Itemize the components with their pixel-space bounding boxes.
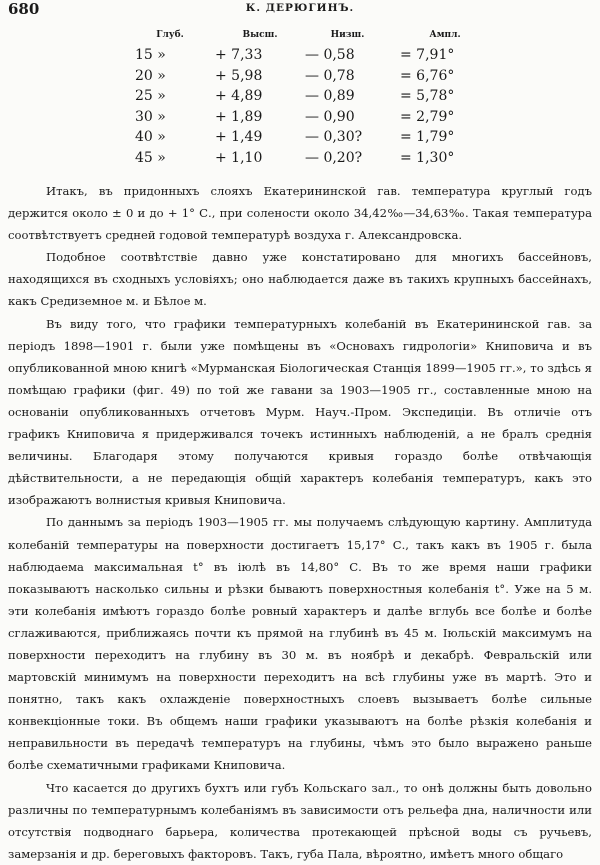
cell-amplitude: = 7,91° <box>400 47 455 64</box>
cell-min: — 0,20? <box>305 149 363 166</box>
body-text <box>8 180 592 865</box>
cell-max: + 1,49 <box>215 129 263 146</box>
paragraph: Итакъ, въ придонныхъ слояхъ Екатерининской гав. температура круглый годъ держится около ± 0 и до + 1° С., при солености около 34,42‰—34,63‰. Такая температура соотвѣтствуетъ средней годовой температурѣ воздуха г. Александровска. <box>8 184 592 243</box>
column-header-depth: Глуб. <box>156 29 184 40</box>
cell-amplitude: = 5,78° <box>400 88 455 105</box>
column-header-min: Низш. <box>330 29 365 40</box>
cell-depth: 15 » <box>135 47 166 64</box>
cell-min: — 0,78 <box>305 67 355 84</box>
table-row <box>135 148 490 169</box>
paragraph: Что касается до другихъ бухтъ или губъ Кольскаго зал., то онѣ должны быть довольно различны по температурнымъ колебаніямъ въ зависимости отъ рельефа дна, наличности или отсутствія подводнаго барьера, количества протекающей прѣсной воды съ ручьевъ, замерзанія и др. береговыхъ факторовъ. Такъ, губа Пала, вѣроятно, имѣетъ много общаго <box>8 780 592 861</box>
table-header-row <box>135 27 490 45</box>
table-row <box>135 45 490 66</box>
cell-amplitude: = 1,30° <box>400 149 455 166</box>
temperature-table <box>135 27 490 168</box>
table-row <box>135 127 490 148</box>
cell-max: + 1,89 <box>215 108 263 125</box>
table-row <box>135 107 490 128</box>
table-row <box>135 66 490 87</box>
cell-depth: 20 » <box>135 67 166 84</box>
cell-depth: 25 » <box>135 88 166 105</box>
table-row <box>135 86 490 107</box>
cell-min: — 0,30? <box>305 129 363 146</box>
page-number: 680 <box>8 0 40 18</box>
cell-max: + 4,89 <box>215 88 263 105</box>
cell-max: + 1,10 <box>215 149 263 166</box>
cell-max: + 7,33 <box>215 47 263 64</box>
cell-min: — 0,58 <box>305 47 355 64</box>
cell-amplitude: = 6,76° <box>400 67 455 84</box>
cell-max: + 5,98 <box>215 67 263 84</box>
cell-depth: 30 » <box>135 108 166 125</box>
cell-amplitude: = 2,79° <box>400 108 455 125</box>
paragraph: Подобное соотвѣтствіе давно уже констатировано для многихъ бассейновъ, находящихся въ сходныхъ условіяхъ; оно наблюдается даже въ такихъ крупныхъ бассейнахъ, какъ Средиземное м. и Бѣлое м. <box>8 250 592 309</box>
cell-min: — 0,89 <box>305 88 355 105</box>
paragraph: Въ виду того, что графики температурныхъ колебаній въ Екатерининской гав. за періодъ 1898—1901 г. были уже помѣщены въ «Основахъ гидрологіи» Книповича и въ опубликованной мною книгѣ «Мурманская Біологическая Станція 1899—1905 гг.», то здѣсь я помѣщаю графики (фиг. 49) по той же гавани за 1903—1905 гг., составленные мною на основаніи опубликованныхъ отчетовъ Мурм. Науч.-Пром. Экспедиціи. Въ отличіе отъ графикъ Книповича я придерживался точекъ истинныхъ наблюденій, а не бралъ среднія величины. Благодаря этому получаются кривыя гораздо болѣе отвѣчающія дѣйствительности, а не передающія общій характеръ колебанія температуръ, какъ это изображаютъ волнистыя кривыя Книповича. <box>8 316 592 508</box>
cell-min: — 0,90 <box>305 108 355 125</box>
paragraph: По даннымъ за періодъ 1903—1905 гг. мы получаемъ слѣдующую картину. Амплитуда колебаній температуры на поверхности достигаетъ 15,17° С., такъ какъ въ 1905 г. была наблюдаема максимальная t° въ іюлѣ въ 14,80° С. Въ то же время наши графики показываютъ насколько сильны и рѣзки бываютъ поверхностныя колебанія t°. Уже на 5 м. эти колебанія имѣютъ гораздо болѣе ровный характеръ и далѣе вглубь все болѣе и болѣе сглаживаются, приближаясь почти къ прямой на глубинѣ въ 45 м. Іюльскій максимумъ на поверхности переходитъ на глубину въ 30 м. въ ноябрѣ и декабрѣ. Февральскій или мартовскій минимумъ на поверхности переходитъ на всѣ глубины уже въ мартѣ. Это и понятно, такъ какъ охлажденіе поверхностныхъ слоевъ вызываетъ болѣе сильные конвекціонные токи. Въ общемъ наши графики указываютъ на болѣе рѣзкія колебанія и неправильности въ передачѣ температуръ на глубины, чѣмъ это было выражено раньше болѣе схематичными графиками Книповича. <box>8 515 592 773</box>
page-header <box>0 0 600 22</box>
cell-depth: 40 » <box>135 129 166 146</box>
cell-depth: 45 » <box>135 149 166 166</box>
cell-amplitude: = 1,79° <box>400 129 455 146</box>
running-head: К. ДЕРЮГИНЪ. <box>245 2 355 14</box>
column-header-amplitude: Ампл. <box>429 29 461 40</box>
column-header-max: Высш. <box>242 29 278 40</box>
